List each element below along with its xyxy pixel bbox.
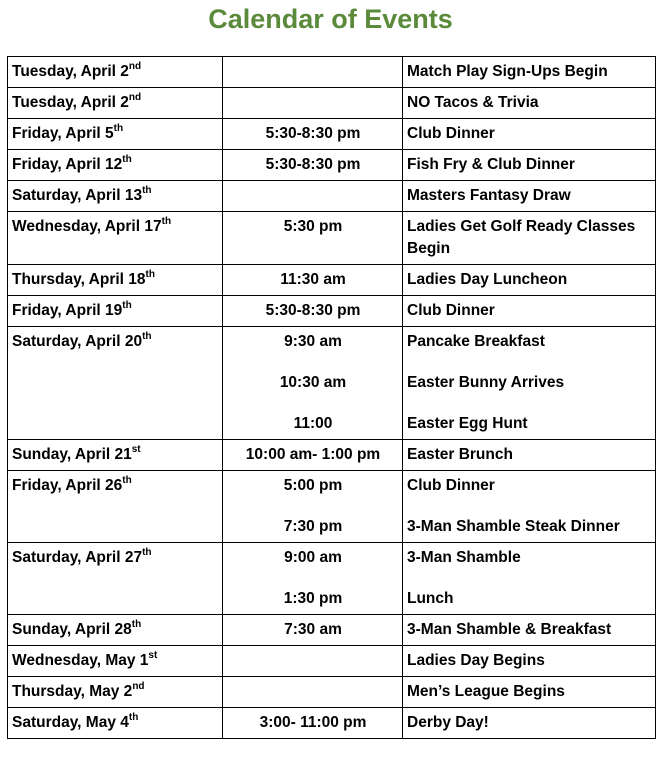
event-time <box>223 150 403 181</box>
date-ordinal-suffix: nd <box>128 91 142 103</box>
date-ordinal-suffix: th <box>128 711 139 723</box>
page-title: Calendar of Events <box>208 4 453 34</box>
event-date <box>8 327 223 440</box>
event-date <box>8 150 223 181</box>
event-time <box>223 88 403 119</box>
event-time-line <box>227 681 399 703</box>
event-time-line: 10:30 am <box>279 374 347 391</box>
event-name-line: 3-Man Shamble & Breakfast <box>407 621 612 638</box>
event-name-line: Pancake Breakfast <box>407 333 545 350</box>
event-date-text: Wednesday, April 17 <box>12 218 162 235</box>
event-time <box>223 265 403 296</box>
event-time-line: 9:30 am <box>284 333 342 350</box>
event-name <box>403 708 656 739</box>
event-name-line: Derby Day! <box>407 714 489 731</box>
event-time <box>223 296 403 327</box>
event-row <box>8 708 656 739</box>
event-name <box>403 88 656 119</box>
event-name <box>403 150 656 181</box>
event-date-text: Thursday, April 18 <box>12 271 146 288</box>
event-name-line: Easter Egg Hunt <box>407 415 528 432</box>
event-name <box>403 543 656 615</box>
event-time-line: 11:00 <box>293 415 333 432</box>
events-table-body <box>8 57 656 739</box>
event-time-line <box>227 650 399 672</box>
event-date <box>8 440 223 471</box>
events-table <box>7 56 656 739</box>
date-ordinal-suffix: th <box>161 215 172 227</box>
event-time-line: 5:30-8:30 pm <box>265 156 361 173</box>
event-date <box>8 708 223 739</box>
event-name <box>403 440 656 471</box>
event-name <box>403 615 656 646</box>
event-time-line: 7:30 pm <box>283 518 343 535</box>
event-time-line: 11:30 am <box>280 271 346 288</box>
event-date <box>8 88 223 119</box>
event-time-line <box>227 92 399 114</box>
date-ordinal-suffix: th <box>142 184 152 196</box>
event-name-line: Ladies Get Golf Ready Classes Begin <box>407 218 636 257</box>
event-date <box>8 119 223 150</box>
event-row <box>8 646 656 677</box>
event-row <box>8 212 656 265</box>
event-date-text: Friday, April 12 <box>12 156 123 173</box>
event-time <box>223 471 403 543</box>
event-name <box>403 646 656 677</box>
event-row <box>8 296 656 327</box>
event-name <box>403 119 656 150</box>
date-ordinal-suffix: th <box>122 299 132 311</box>
event-name-line: Club Dinner <box>407 477 495 494</box>
event-date <box>8 646 223 677</box>
event-time-line: 1:30 pm <box>283 590 343 607</box>
event-time <box>223 181 403 212</box>
event-name <box>403 212 656 265</box>
event-date-text: Wednesday, May 1 <box>12 652 149 669</box>
event-row <box>8 615 656 646</box>
event-date <box>8 181 223 212</box>
event-time <box>223 440 403 471</box>
date-ordinal-suffix: st <box>148 649 158 661</box>
event-row <box>8 265 656 296</box>
event-date-text: Sunday, April 28 <box>12 621 132 638</box>
event-date-text: Saturday, April 13 <box>12 187 143 204</box>
event-time <box>223 327 403 440</box>
event-name <box>403 57 656 88</box>
event-row <box>8 677 656 708</box>
event-time-line: 5:30 pm <box>283 218 343 235</box>
event-name-line: Ladies Day Luncheon <box>407 271 568 288</box>
event-name-line: Fish Fry & Club Dinner <box>407 156 575 173</box>
event-date-text: Friday, April 19 <box>12 302 123 319</box>
event-time-line <box>227 185 399 207</box>
event-date <box>8 212 223 265</box>
event-time <box>223 677 403 708</box>
event-time-line: 10:00 am- 1:00 pm <box>245 446 381 463</box>
event-time-line <box>227 61 399 83</box>
event-date <box>8 543 223 615</box>
event-name-line: Masters Fantasy Draw <box>407 187 571 204</box>
date-ordinal-suffix: th <box>113 122 124 134</box>
event-date <box>8 296 223 327</box>
event-row <box>8 88 656 119</box>
event-name-line: Club Dinner <box>407 302 495 319</box>
event-time-line: 9:00 am <box>284 549 342 566</box>
event-date-text: Tuesday, April 2 <box>12 63 129 80</box>
event-name-line: Easter Brunch <box>407 446 513 463</box>
event-name-line: 3-Man Shamble Steak Dinner <box>407 518 620 535</box>
event-date-text: Sunday, April 21 <box>12 446 132 463</box>
date-ordinal-suffix: th <box>142 546 152 558</box>
event-date-text: Saturday, May 4 <box>12 714 129 731</box>
event-time-line: 5:30-8:30 pm <box>265 302 361 319</box>
event-date-text: Saturday, April 20 <box>12 333 143 350</box>
event-name-line: Men’s League Begins <box>407 683 565 700</box>
event-time <box>223 646 403 677</box>
date-ordinal-suffix: nd <box>128 60 142 72</box>
event-time-line: 5:30-8:30 pm <box>265 125 361 142</box>
event-date-text: Saturday, April 27 <box>12 549 143 566</box>
date-ordinal-suffix: nd <box>132 680 145 692</box>
event-date <box>8 677 223 708</box>
event-time <box>223 615 403 646</box>
event-row <box>8 327 656 440</box>
event-date <box>8 57 223 88</box>
event-name-line: 3-Man Shamble <box>407 549 521 566</box>
event-time <box>223 57 403 88</box>
event-time-line: 7:30 am <box>284 621 342 638</box>
event-time <box>223 708 403 739</box>
date-ordinal-suffix: th <box>145 268 155 280</box>
event-time <box>223 212 403 265</box>
event-row <box>8 57 656 88</box>
event-row <box>8 150 656 181</box>
event-row <box>8 119 656 150</box>
event-date-text: Tuesday, April 2 <box>12 94 129 111</box>
event-date <box>8 471 223 543</box>
event-time-line: 5:00 pm <box>283 477 343 494</box>
event-name-line: Club Dinner <box>407 125 495 142</box>
event-name <box>403 296 656 327</box>
event-name-line: Lunch <box>407 590 454 607</box>
event-date <box>8 615 223 646</box>
event-row <box>8 471 656 543</box>
date-ordinal-suffix: th <box>122 474 132 486</box>
event-name <box>403 181 656 212</box>
date-ordinal-suffix: th <box>142 330 152 342</box>
event-name-line: NO Tacos & Trivia <box>407 94 539 111</box>
event-date-text: Thursday, May 2 <box>12 683 133 700</box>
event-time-line: 3:00- 11:00 pm <box>259 714 367 731</box>
event-row <box>8 543 656 615</box>
event-time <box>223 543 403 615</box>
event-date-text: Friday, April 26 <box>12 477 123 494</box>
event-name <box>403 677 656 708</box>
date-ordinal-suffix: th <box>122 153 132 165</box>
event-date <box>8 265 223 296</box>
event-time <box>223 119 403 150</box>
event-row <box>8 440 656 471</box>
event-name-line: Ladies Day Begins <box>407 652 545 669</box>
event-date-text: Friday, April 5 <box>12 125 114 142</box>
event-name <box>403 471 656 543</box>
date-ordinal-suffix: st <box>131 443 141 455</box>
event-row <box>8 181 656 212</box>
event-name <box>403 265 656 296</box>
event-name-line: Match Play Sign-Ups Begin <box>407 63 608 80</box>
event-name-line: Easter Bunny Arrives <box>407 374 565 391</box>
event-name <box>403 327 656 440</box>
date-ordinal-suffix: th <box>131 618 142 630</box>
